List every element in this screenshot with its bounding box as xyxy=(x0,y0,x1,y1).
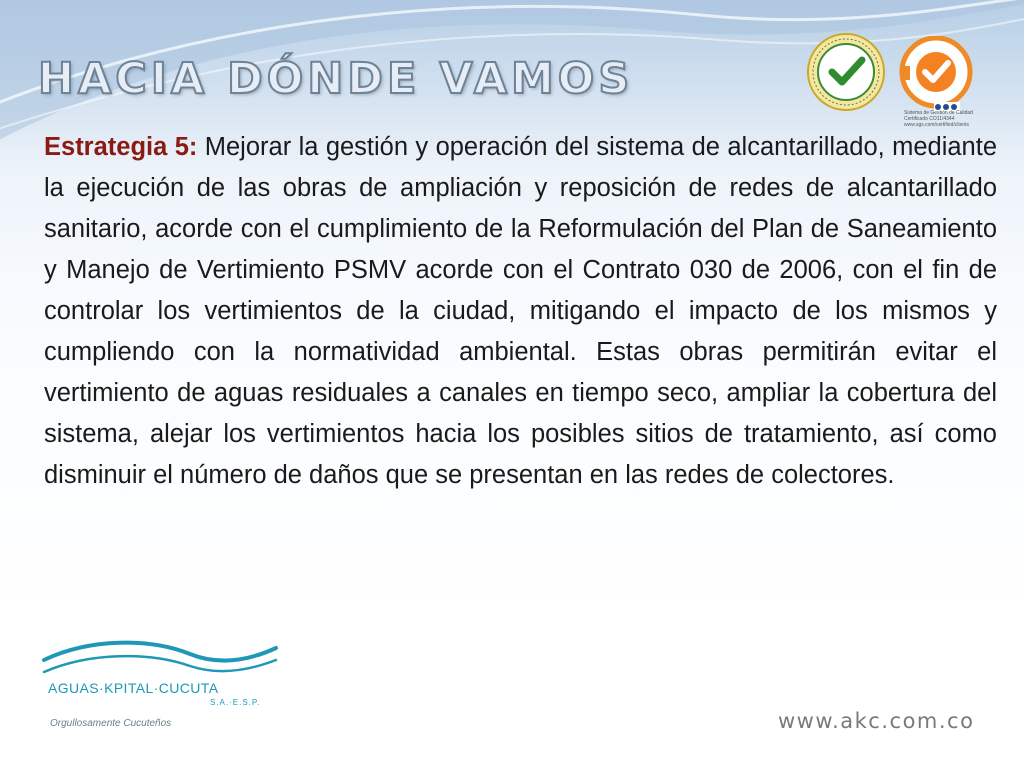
certified-social-responsibility-seal-icon xyxy=(806,32,886,112)
wave-icon xyxy=(40,640,280,684)
body-paragraph xyxy=(44,127,997,496)
sgs-caption-line: Certificado CO11/4344 xyxy=(904,116,955,122)
logo-suffix: S.A.·E.S.P. xyxy=(210,698,261,707)
sgs-caption-line: www.sgs.com/certified/clients xyxy=(904,122,970,128)
sgs-caption xyxy=(904,110,994,128)
company-logo xyxy=(40,640,280,740)
logo-name: AGUAS·KPITAL·CUCUTA xyxy=(48,680,219,696)
slide-title: HACIA DÓNDE VAMOS xyxy=(38,54,634,104)
website-url: www.akc.com.co xyxy=(778,709,975,733)
sgs-caption-line: Sistema de Gestión de Calidad xyxy=(904,110,973,116)
strategy-label: Estrategia 5: xyxy=(44,133,198,161)
strategy-text: Mejorar la gestión y operación del sistema de alcantarillado, mediante la ejecución de las obras de ampliación y reposición de redes de alcantarillado sanitario, acorde con el cumplimiento de la Reformulación del Plan de Saneamiento y Manejo de Vertimiento PSMV acorde con el Contrato 030 de 2006, con el fin de controlar los vertimientos de la ciudad, mitigando el impacto de los mismos y cumpliendo con la normatividad ambiental. Estas obras permitirán evitar el vertimiento de aguas residuales a canales en tiempo seco, ampliar la cobertura del sistema, alejar los vertimientos hacia los posibles sitios de tratamiento, así como disminuir el número de daños que se presentan en las redes de colectores. xyxy=(44,133,998,489)
logo-slogan: Orgullosamente Cucuteños xyxy=(50,718,172,729)
